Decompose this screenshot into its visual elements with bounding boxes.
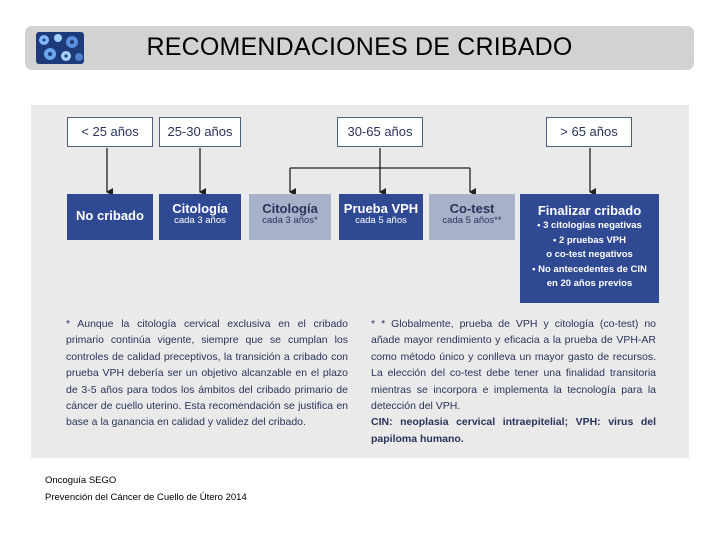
source-line-1: Oncoguía SEGO [45,475,117,486]
box-sublabel: cada 5 años** [442,214,502,226]
box-label: Co-test [449,201,495,216]
box-prueba-vph [339,194,423,240]
footnote-abbreviations: CIN: neoplasia cervical intraepitelial; VPH: virus del papiloma humano. [371,416,656,445]
age-box-under-25: < 25 años [67,117,153,147]
box-sublabel: cada 3 años [174,214,226,226]
criteria-item: • 2 pruebas VPH [552,234,627,246]
criteria-item: o co-test negativos [546,249,633,260]
box-label: Citología [262,201,318,216]
box-sublabel: cada 3 años* [262,214,318,226]
box-sublabel: cada 5 años [355,214,407,226]
box-finalizar-cribado [520,194,659,303]
footnote-right [371,316,656,447]
box-citologia-25-30 [159,194,241,240]
box-citologia-30-65 [249,194,331,240]
criteria-item: en 20 años previos [546,278,633,289]
page-title: RECOMENDACIONES DE CRIBADO [146,33,573,61]
age-box-25-30: 25-30 años [159,117,241,147]
source-line-2: Prevención del Cáncer de Cuello de Útero 2014 [45,492,247,503]
box-no-cribado [67,194,153,240]
box-co-test [429,194,515,240]
box-label: No cribado [76,208,144,223]
box-label: Citología [172,201,228,216]
box-label: Finalizar cribado [537,203,642,218]
criteria-item: • No antecedentes de CIN [532,263,647,275]
box-label: Prueba VPH [343,201,419,216]
footnote-left: * Aunque la citología cervical exclusiva en el cribado primario continúa vigente, siempre que se cumplan los controles de calidad preceptivos, la transición a cribado con prueba VPH debería ser un objetivo alcanzable en el plazo de 3-5 años para todos los ámbitos del cribado primario de cáncer de cuello uterino. Esta recomendación se justifica en base a la ganancia en calidad y validez del cribado. [66,318,348,429]
footnote-right-text: * * Globalmente, prueba de VPH y citología (co-test) no añade mayor rendimiento y eficacia a la prueba de VPH-AR como método único y conlleva un mayor gasto de recursos. La elección del co-test debe tener una finalidad transitoria mientras se incorpora e implementa la tecnología para la detección del VPH. [371,318,656,413]
criteria-item: • 3 citologías negativas [537,220,642,231]
age-box-over-65: > 65 años [546,117,632,147]
age-box-30-65: 30-65 años [337,117,423,147]
